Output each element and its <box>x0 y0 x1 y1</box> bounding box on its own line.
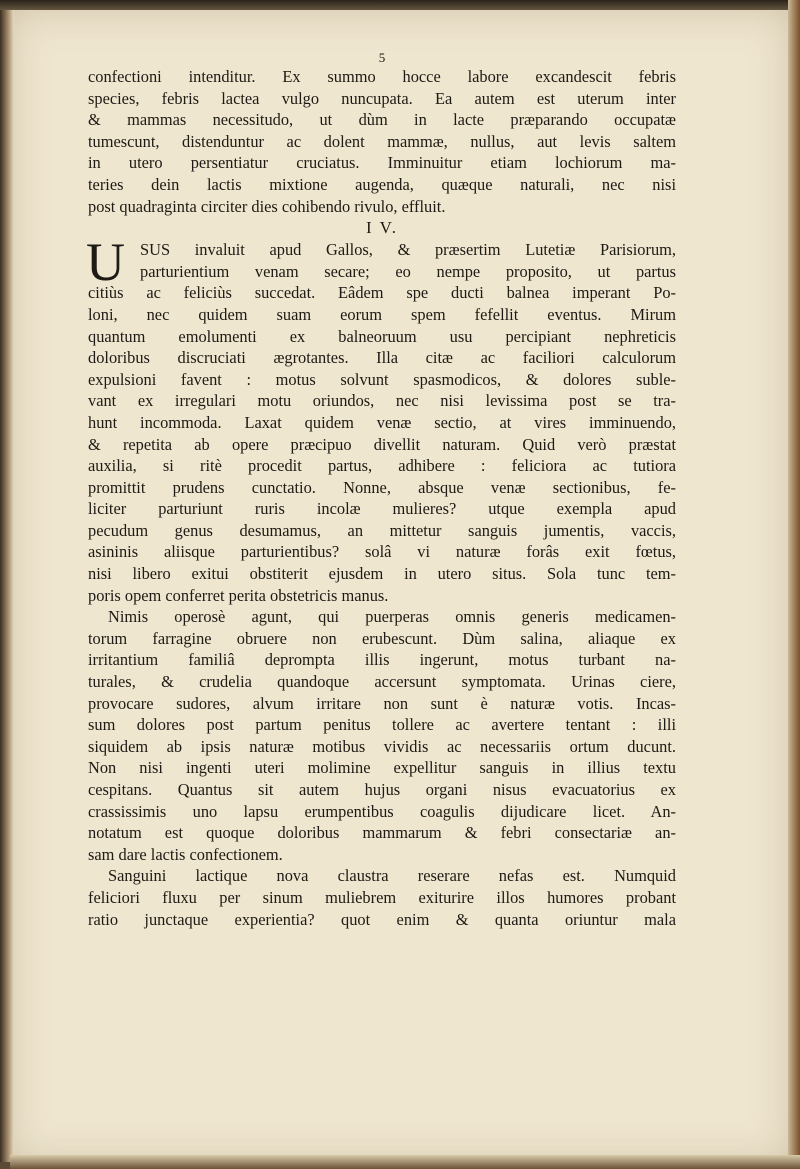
text-line: Nimis operosè agunt, qui puerperas omnis generis medicamen- <box>108 607 676 627</box>
text-line: siquidem ab ipsis naturæ motibus vividis ac necessariis ortum ducunt. <box>88 736 676 756</box>
text-line: notatum est quoque doloribus mammarum & febri consectariæ an- <box>88 823 676 843</box>
page-right-edge <box>788 0 800 1169</box>
text-line: in utero persentiatur cruciatus. Imminuitur etiam lochiorum ma- <box>88 153 676 173</box>
text-line: vant ex irregulari motu oriundos, nec nisi levissima post se tra- <box>88 391 676 411</box>
text-line: citiùs ac feliciùs succedat. Eâdem spe ducti balnea imperant Po- <box>88 283 676 303</box>
text-line: Sanguini lactique nova claustra reserare nefas est. Numquid <box>108 866 676 886</box>
text-line: expulsioni favent : motus solvunt spasmodicos, & dolores suble- <box>88 369 676 389</box>
text-line: poris opem conferret perita obstetricis manus. <box>88 585 389 605</box>
text-line: turales, & crudelia quandoque accersunt symptomata. Urinas ciere, <box>88 672 676 692</box>
text-line: hunt incommoda. Laxat quidem venæ sectio, at vires imminuendo, <box>88 412 676 432</box>
text-line: promittit prudens cunctatio. Nonne, absque venæ sectionibus, fe- <box>88 477 676 497</box>
text-line: crassissimis uno lapsu erumpentibus coagulis dijudicare licet. An- <box>88 801 676 821</box>
page-text <box>88 50 676 930</box>
text-line: pecudum genus desumamus, an mittetur sanguis jumentis, vaccis, <box>88 520 676 540</box>
text-line: doloribus discruciati ægrotantes. Illa citæ ac faciliori calculorum <box>88 348 676 368</box>
text-line: & repetita ab opere præcipuo divellit naturam. Quid verò præstat <box>88 434 676 454</box>
text-line: asininis aliisque parturientibus? solâ vi naturæ forâs exit fœtus, <box>88 542 676 562</box>
drop-cap: U <box>86 232 125 293</box>
text-line: SUS invaluit apud Gallos, & præsertim Lutetiæ Parisiorum, <box>140 240 676 260</box>
page-gutter <box>0 10 14 1162</box>
text-line: provocare sudores, alvum irritare non sunt è naturæ votis. Incas- <box>88 693 676 713</box>
text-line: sam dare lactis confectionem. <box>88 844 283 864</box>
section-heading: I V. <box>366 218 398 238</box>
page-number: 5 <box>378 50 386 65</box>
paragraph-2 <box>86 232 676 606</box>
text-line: auxilia, si ritè procedit partus, adhibere : feliciora ac tutiora <box>88 456 676 476</box>
text-line: nisi libero exitui obstiterit ejusdem in utero situs. Sola tunc tem- <box>88 564 676 584</box>
paragraph-4 <box>88 865 676 930</box>
text-line: post quadraginta circiter dies cohibendo rivulo, effluit. <box>88 196 446 216</box>
paragraph-3 <box>88 606 676 865</box>
text-line: cespitans. Quantus sit autem hujus organi nisus evacuatorius ex <box>88 780 676 799</box>
text-line: feliciori fluxu per sinum muliebrem exiturire illos humores probant <box>88 887 676 907</box>
page-bottom-edge <box>10 1155 800 1169</box>
text-line: confectioni intenditur. Ex summo hocce labore excandescit febris <box>88 67 676 86</box>
text-line: torum farragine obruere non erubescunt. Dùm salina, aliaque ex <box>88 628 676 648</box>
text-line: liciter parturiunt ruris incolæ mulieres? utque exempla apud <box>88 499 676 519</box>
text-line: Non nisi ingenti uteri molimine expellitur sanguis in illius textu <box>88 758 676 778</box>
text-line: sum dolores post partum penitus tollere ac avertere tentant : illi <box>88 715 676 735</box>
text-line: tumescunt, distenduntur ac dolent mammæ, nullus, aut levis saltem <box>88 131 676 151</box>
text-line: teries dein lactis mixtione augenda, quæque naturali, nec nisi <box>88 174 676 194</box>
text-line: quantum emolumenti ex balneoruum usu percipiant nephreticis <box>88 326 676 346</box>
paragraph-1 <box>88 66 676 217</box>
text-line: loni, nec quidem suam eorum spem fefellit eventus. Mirum <box>88 304 676 324</box>
text-line: & mammas necessitudo, ut dùm in lacte præparando occupatæ <box>88 110 676 130</box>
text-line: ratio junctaque experientia? quot enim & quanta oriuntur mala <box>88 909 676 929</box>
text-line: irritantium familiâ deprompta illis ingerunt, motus turbant na- <box>88 650 676 670</box>
text-line: species, febris lactea vulgo nuncupata. Ea autem est uterum inter <box>88 88 676 108</box>
text-line: parturientium venam secare; eo nempe proposito, ut partus <box>140 261 676 281</box>
